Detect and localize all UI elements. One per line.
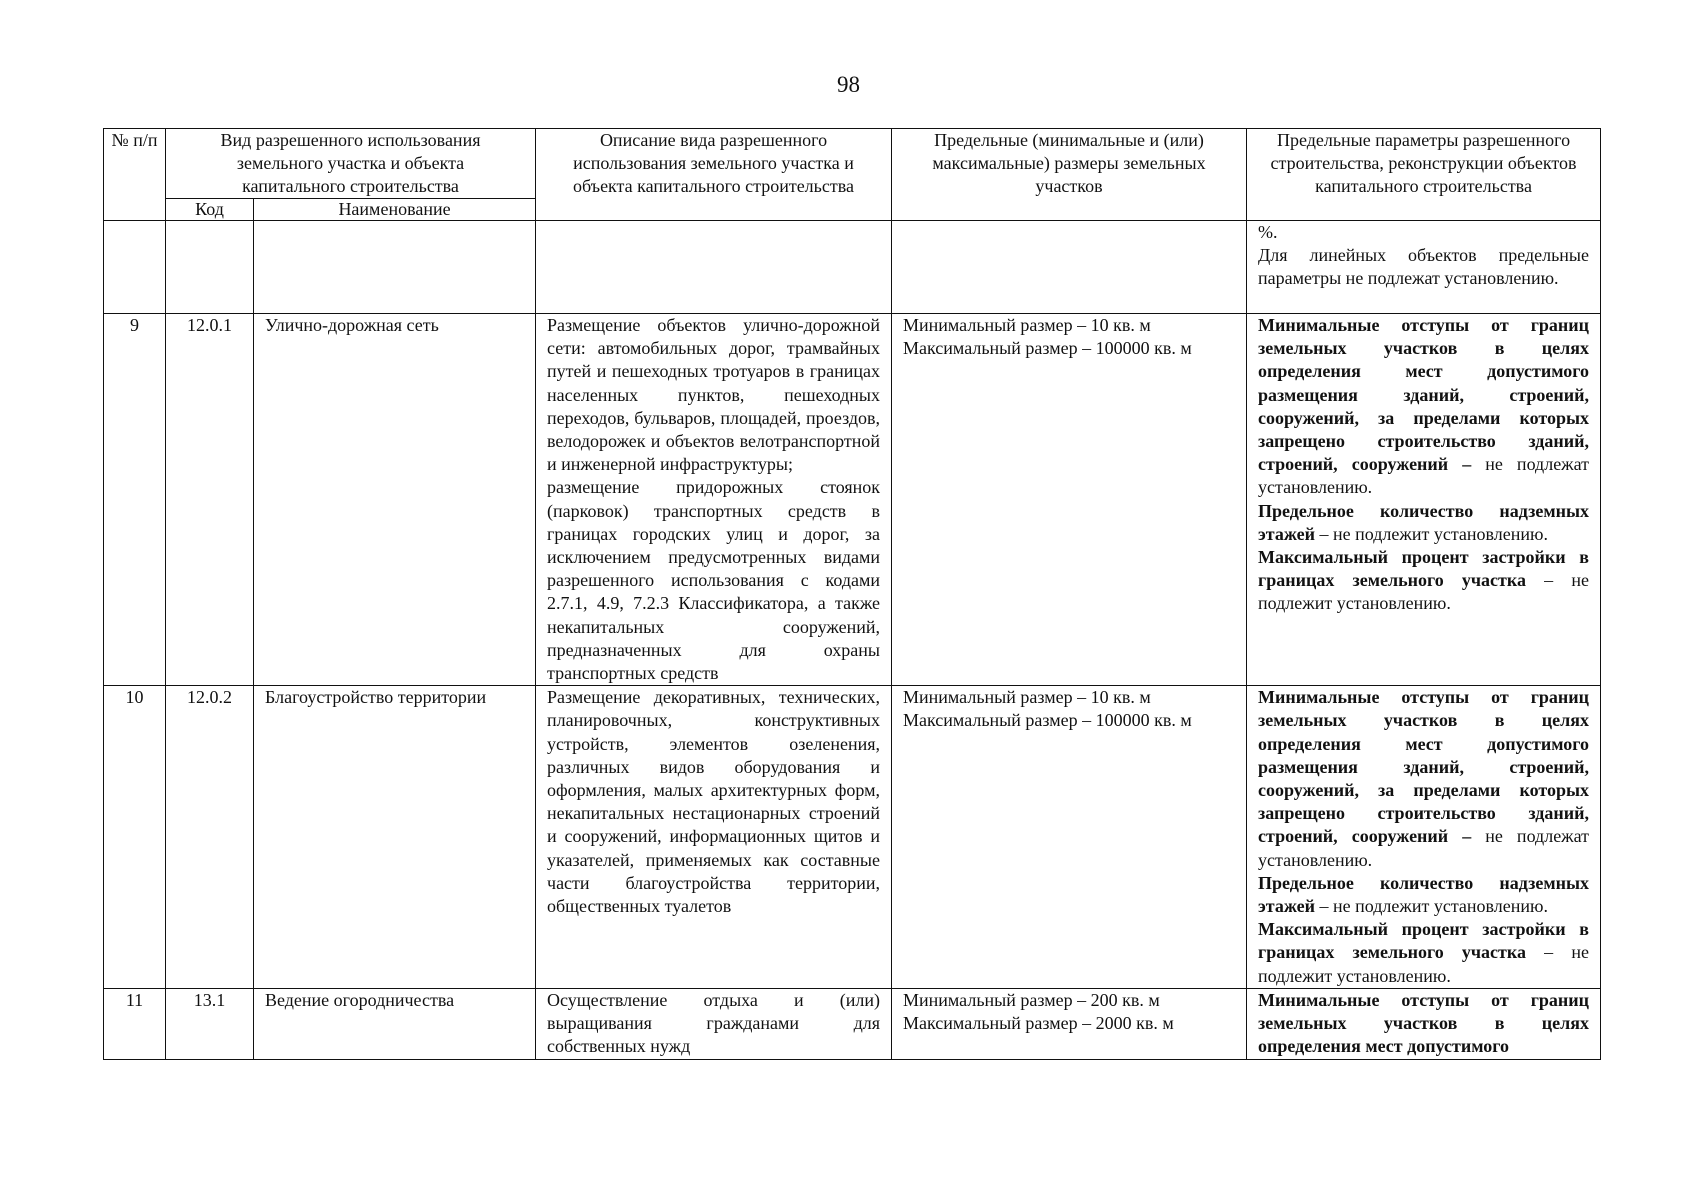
size-min: Минимальный размер – 10 кв. м [903, 687, 1151, 708]
param-value: не подлежат установлению. [1258, 826, 1590, 870]
table-row [104, 988, 1601, 1059]
param-coverage [1258, 918, 1589, 988]
param-value: – не подлежит установлению. [1315, 896, 1548, 917]
header-use-type: Вид разрешенного использования земельного участка и объекта капитального строительства [166, 129, 536, 199]
param-label: Максимальный процент застройки в границах земельного участка [1258, 919, 1590, 963]
param-value: не подлежат установлению. [1258, 454, 1590, 498]
row-sizes [892, 686, 1247, 989]
param-setbacks [1258, 989, 1589, 1059]
description-text: размещение придорожных стоянок (парковок) транспортных средств в границах городских улиц и дорог, за исключением предусмотренных видами разрешенного использования с кодами 2.7.1, 4.9, 7.2.3 Классификатора, а также некапитальных сооружений, предназначенных для охраны транспортных средств [547, 477, 881, 684]
row-number: 11 [104, 988, 166, 1059]
params-text: Для линейных объектов предельные параметры не подлежат установлению. [1258, 245, 1590, 289]
row-description [536, 988, 892, 1059]
size-min: Минимальный размер – 10 кв. м [903, 315, 1151, 335]
param-value: – не подлежит установлению. [1258, 942, 1590, 986]
row-sizes [892, 988, 1247, 1059]
description-text: Осуществление отдыха и (или) выращивания гражданами для собственных нужд [547, 989, 881, 1057]
row-description [536, 686, 892, 989]
size-max: Максимальный размер – 2000 кв. м [903, 1013, 1174, 1034]
size-max: Максимальный размер – 100000 кв. м [903, 710, 1192, 731]
param-label: Минимальные отступы от границ земельных участков в целях определения мест допустимого [1258, 989, 1590, 1057]
row-number: 9 [104, 314, 166, 686]
row-params [1247, 988, 1601, 1059]
row-code: 13.1 [166, 988, 254, 1059]
param-label: Минимальные отступы от границ земельных участков в целях определения мест допустимого размещения зданий, строений, сооружений, за пределами которых запрещено строительство зданий, строений, сооружений – [1258, 315, 1590, 475]
header-description: Описание вида разрешенного использования земельного участка и объекта капитального строительства [536, 129, 892, 221]
param-label: Минимальные отступы от границ земельных участков в целях определения мест допустимого размещения зданий, строений, сооружений, за пределами которых запрещено строительство зданий, строений, сооружений – [1258, 687, 1590, 847]
param-value: – не подлежит установлению. [1315, 523, 1548, 544]
params-text: %. [1258, 222, 1278, 242]
row-sizes [892, 314, 1247, 686]
row-params [1247, 314, 1601, 686]
table-row [104, 314, 1601, 686]
size-max: Максимальный размер – 100000 кв. м [903, 338, 1192, 359]
param-label: Максимальный процент застройки в границах земельного участка [1258, 547, 1590, 591]
header-sizes: Предельные (минимальные и (или) максимальные) размеры земельных участков [892, 129, 1247, 221]
row-description [536, 314, 892, 686]
param-floors [1258, 500, 1589, 546]
row-number: 10 [104, 686, 166, 989]
row-name: Ведение огородничества [254, 988, 536, 1059]
page-number: 98 [837, 72, 860, 97]
zoning-table [103, 128, 1601, 1060]
header-num: № п/п [104, 129, 166, 221]
row-code: 12.0.1 [166, 314, 254, 686]
table-row [104, 686, 1601, 989]
param-coverage [1258, 546, 1589, 616]
row-code: 12.0.2 [166, 686, 254, 989]
row-name: Благоустройство территории [254, 686, 536, 989]
param-value: – не подлежит установлению. [1258, 570, 1590, 614]
description-text: Размещение объектов улично-дорожной сети: автомобильных дорог, трамвайных путей и пешеходных тротуаров в границах населенных пунктов, пешеходных переходов, бульваров, площадей, проездов, велодорожек и объектов велотранспортной и инженерной инфраструктуры; [547, 315, 881, 475]
param-setbacks [1258, 686, 1589, 872]
header-params: Предельные параметры разрешенного строительства, реконструкции объектов капитального строительства [1247, 129, 1601, 221]
param-floors [1258, 872, 1589, 918]
header-name: Наименование [254, 199, 536, 221]
description-text: Размещение декоративных, технических, планировочных, конструктивных устройств, элементов озеленения, различных видов оборудования и оформления, малых архитектурных форм, некапитальных нестационарных строений и сооружений, информационных щитов и указателей, применяемых как составные части благоустройства территории, общественных туалетов [547, 687, 881, 917]
param-label: Предельное количество надземных этажей [1258, 500, 1590, 544]
header-code: Код [166, 199, 254, 221]
row-name: Улично-дорожная сеть [254, 314, 536, 686]
size-min: Минимальный размер – 200 кв. м [903, 989, 1160, 1010]
table-row-continuation [104, 221, 1601, 314]
param-setbacks [1258, 314, 1589, 500]
params-cell [1247, 221, 1601, 314]
param-label: Предельное количество надземных этажей [1258, 872, 1590, 917]
row-params [1247, 686, 1601, 989]
